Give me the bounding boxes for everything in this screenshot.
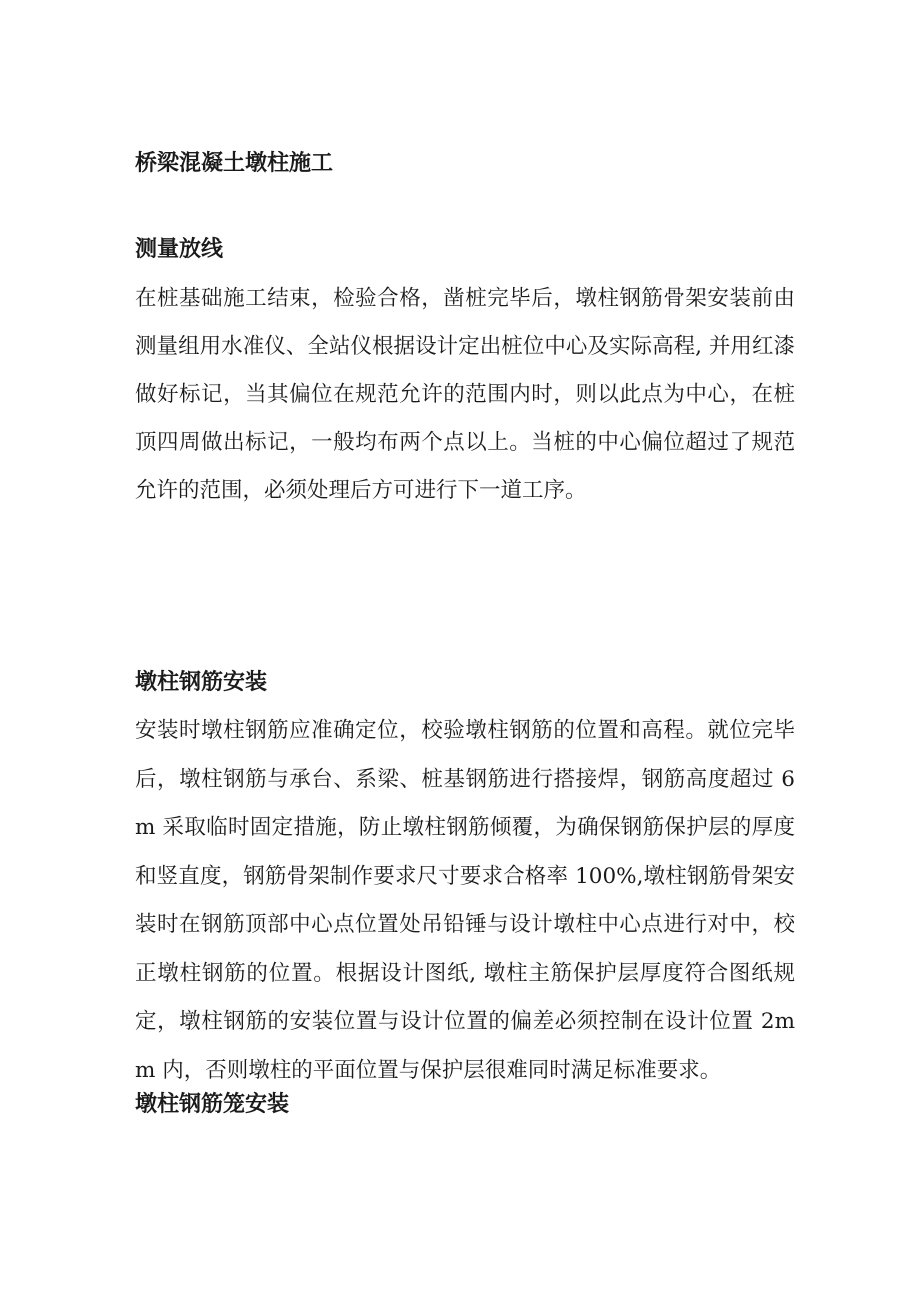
section-heading-survey: 测量放线	[135, 236, 224, 262]
section-heading-rebar-cage: 墩柱钢筋笼安装	[135, 1091, 290, 1117]
section-body-survey: 在桩基础施工结束，检验合格，凿桩完毕后，墩柱钢筋骨架安装前由测量组用水准仪、全站仪根据设计定出桩位中心及实际高程, 并用红漆做好标记，当其偏位在规范允许的范围内时，则以此点为中心，在桩顶四周做出标记，一般均布两个点以上。当桩的中心偏位超过了规范允许的范围，必须处理后方可进行下一道工序。	[135, 286, 795, 503]
section-body-rebar-install: 安装时墩柱钢筋应准确定位，校验墩柱钢筋的位置和高程。就位完毕后，墩柱钢筋与承台、系梁、桩基钢筋进行搭接焊，钢筋高度超过 6m 采取临时固定措施，防止墩柱钢筋倾覆，为确保钢筋保护层的厚度和竖直度，钢筋骨架制作要求尺寸要求合格率 100%,墩柱钢筋骨架安装时在钢筋顶部中心点位置处吊铅锤与设计墩柱中心点进行对中，校正墩柱钢筋的位置。根据设计图纸, 墩柱主筋保护层厚度符合图纸规定，墩柱钢筋的安装位置与设计位置的偏差必须控制在设计位置 2mm 内，否则墩柱的平面位置与保护层很难同时满足标准要求。	[135, 718, 795, 1083]
section-heading-rebar-install: 墩柱钢筋安装	[135, 669, 268, 695]
document-title: 桥梁混凝土墩柱施工	[135, 150, 334, 176]
